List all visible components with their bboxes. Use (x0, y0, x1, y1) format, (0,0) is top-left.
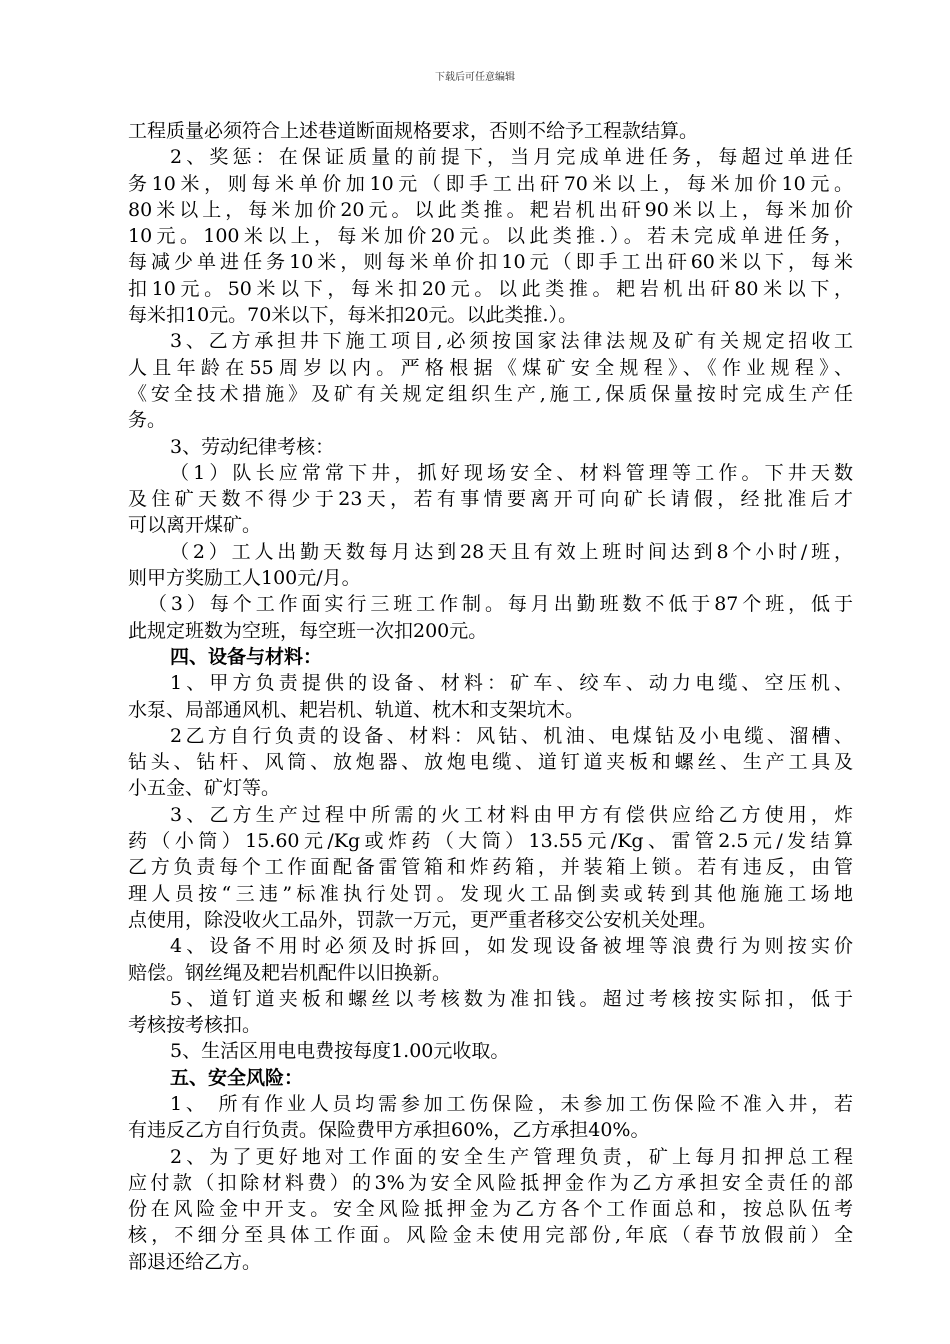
text-line: （3）每个工作面实行三班工作制。每月出勤班数不低于87个班，低于 (148, 593, 853, 616)
text-line: 理人员按“三违”标准执行处罚。发现火工品倒卖或转到其他施施工场地 (128, 882, 853, 905)
text-line: 1、甲方负责提供的设备、材料：矿车、绞车、动力电缆、空压机、 (170, 672, 853, 695)
text-line: 2、奖惩：在保证质量的前提下，当月完成单进任务，每超过单进任 (170, 146, 853, 169)
text-line: 每减少单进任务10米，则每米单价扣10元（即手工出矸60米以下，每米 (128, 251, 853, 274)
text-line: 3、劳动纪律考核： (170, 435, 335, 458)
text-line: 4、设备不用时必须及时拆回，如发现设备被埋等浪费行为则按实价 (170, 935, 853, 958)
text-line: 工程质量必须符合上述巷道断面规格要求，否则不给予工程款结算。 (128, 120, 699, 142)
section-heading: 五、安全风险： (170, 1066, 304, 1089)
text-line: （2）工人出勤天数每月达到28天且有效上班时间达到8个小时/班， (170, 540, 853, 563)
text-line: 务10米，则每米单价加10元（即手工出矸70米以上，每米加价10元。 (128, 172, 853, 195)
text-line: 考核按考核扣。 (128, 1014, 262, 1037)
text-line: 则甲方奖励工人100元/月。 (128, 567, 361, 590)
text-line: 每米扣10元。70米以下，每米扣20元。以此类推.）。 (128, 304, 578, 327)
text-line: 5、生活区用电电费按每度1.00元收取。 (170, 1040, 510, 1063)
text-line: 药（小筒）15.60元/Kg或炸药（大筒）13.55元/Kg、雷管2.5元/发结算 (128, 830, 853, 853)
text-line: 点使用，除没收火工品外，罚款一万元，更严重者移交公安机关处理。 (128, 908, 718, 931)
text-line: 扣10元。50米以下，每米扣20元。以此类推。耙岩机出矸80米以下， (128, 277, 853, 300)
text-line: 人且年龄在55周岁以内。严格根据《煤矿安全规程》、《作业规程》、 (128, 356, 853, 379)
text-line: （1）队长应常常下井，抓好现场安全、材料管理等工作。下井天数 (170, 461, 853, 484)
text-line: 可以离开煤矿。 (128, 514, 262, 537)
page-header: 下载后可任意编辑 (435, 72, 515, 83)
text-line: 3、乙方生产过程中所需的火工材料由甲方有偿供应给乙方使用，炸 (170, 803, 853, 826)
text-line: 核，不细分至具体工作面。风险金未使用完部份,年底（春节放假前）全 (128, 1224, 853, 1247)
text-line: 10元。100米以上，每米加价20元。以此类推.）。若未完成单进任务， (128, 225, 853, 248)
section-heading: 四、设备与材料： (170, 645, 323, 668)
document-body (128, 118, 853, 1275)
text-line: 此规定班数为空班，每空班一次扣200元。 (128, 619, 488, 642)
text-line: 80米以上，每米加价20元。以此类推。耙岩机出矸90米以上，每米加价 (128, 198, 853, 221)
text-line: 水泵、局部通风机、耙岩机、轨道、枕木和支架坑木。 (128, 698, 585, 721)
text-line: 务。 (128, 409, 167, 432)
text-line: 乙方负责每个工作面配备雷管箱和炸药箱，并装箱上锁。若有违反，由管 (128, 856, 853, 879)
text-line: 部退还给乙方。 (128, 1250, 262, 1273)
text-line: 份在风险金中开支。安全风险抵押金为乙方各个工作面总和，按总队伍考 (128, 1198, 853, 1221)
text-line: 1、 所有作业人员均需参加工伤保险，未参加工伤保险不准入井，若 (170, 1092, 853, 1115)
text-line: 应付款（扣除材料费）的3%为安全风险抵押金作为乙方承担安全责任的部 (128, 1171, 853, 1194)
text-line: 《安全技术措施》及矿有关规定组织生产,施工,保质保量按时完成生产任 (128, 382, 853, 405)
text-line: 2乙方自行负责的设备、材料：风钻、机油、电煤钻及小电缆、溜槽、 (170, 724, 853, 747)
text-line: 5、道钉道夹板和螺丝以考核数为准扣钱。超过考核按实际扣，低于 (170, 987, 853, 1010)
text-line: 2、为了更好地对工作面的安全生产管理负责，矿上每月扣押总工程 (170, 1145, 853, 1168)
text-line: 赔偿。钢丝绳及耙岩机配件以旧换新。 (128, 961, 452, 984)
text-line: 小五金、矿灯等。 (128, 777, 281, 800)
text-line: 及住矿天数不得少于23天，若有事情要离开可向矿长请假，经批准后才 (128, 488, 853, 511)
text-line: 3、乙方承担井下施工项目,必须按国家法律法规及矿有关规定招收工 (170, 330, 853, 353)
text-line: 有违反乙方自行负责。保险费甲方承担60%，乙方承担40%。 (128, 1119, 650, 1142)
text-line: 钻头、钻杆、风筒、放炮器、放炮电缆、道钉道夹板和螺丝、生产工具及 (128, 751, 853, 774)
